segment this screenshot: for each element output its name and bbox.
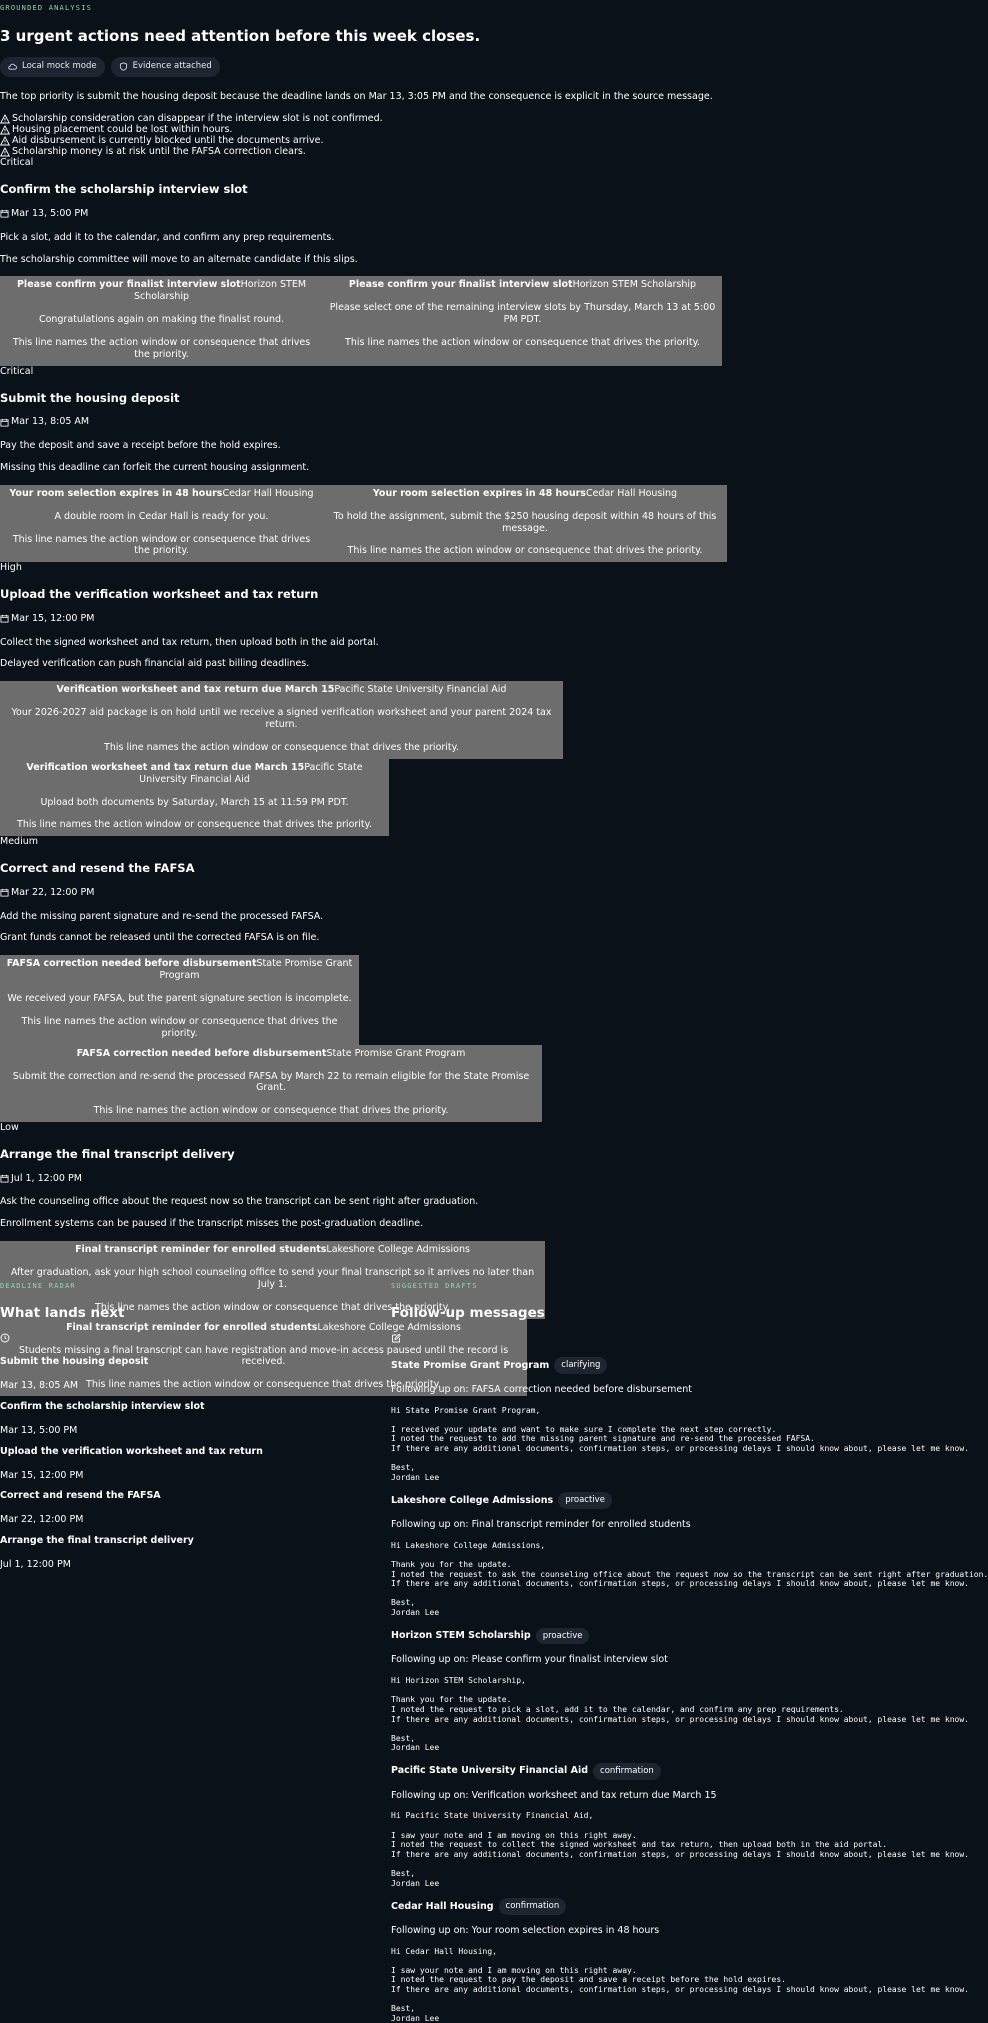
evidence-excerpt: After graduation, ask your high school counseling office to send your final transcript so it arrives no later than July 1. bbox=[10, 1267, 535, 1290]
evidence-subject: Verification worksheet and tax return due March 15 bbox=[56, 684, 335, 696]
radar-item-when: Mar 15, 12:00 PM bbox=[0, 1469, 84, 1481]
priority-label: Low bbox=[0, 1122, 19, 1134]
radar-item-label: Confirm the scholarship interview slot bbox=[0, 1400, 205, 1412]
shield-icon bbox=[119, 62, 128, 71]
draft-card[interactable] bbox=[391, 1357, 969, 1482]
evidence-note: This line names the action window or consequence that drives the priority. bbox=[347, 545, 703, 557]
evidence-card[interactable] bbox=[323, 276, 722, 365]
evidence-note: This line names the action window or consequence that drives the priority. bbox=[17, 819, 372, 831]
draft-recipient: Horizon STEM Scholarship bbox=[391, 1630, 531, 1641]
warning-icon bbox=[0, 147, 10, 157]
radar-item-when: Mar 13, 8:05 AM bbox=[0, 1380, 79, 1391]
action-risk: The scholarship committee will move to an alternate candidate if this slips. bbox=[0, 253, 358, 265]
evidence-subject: FAFSA correction needed before disbursement bbox=[6, 958, 257, 970]
draft-card[interactable] bbox=[391, 1763, 969, 1888]
calendar-icon bbox=[0, 888, 9, 897]
risk-alert-text: Scholarship money is at risk until the FAFSA correction clears. bbox=[12, 145, 306, 157]
draft-header bbox=[391, 1357, 775, 1374]
draft-header bbox=[391, 1898, 775, 1915]
draft-tone-badge: confirmation bbox=[499, 1898, 567, 1915]
evidence-note: This line names the action window or consequence that drives the priority. bbox=[86, 1379, 441, 1391]
evidence-excerpt: We received your FAFSA, but the parent signature section is incomplete. bbox=[7, 993, 352, 1004]
evidence-subject: Please confirm your finalist interview slot bbox=[348, 279, 573, 291]
evidence-note: This line names the action window or consequence that drives the priority. bbox=[12, 533, 311, 557]
priority-label: High bbox=[0, 562, 22, 574]
action-title: Submit the housing deposit bbox=[0, 390, 180, 405]
evidence-card[interactable] bbox=[0, 681, 563, 759]
radar-item[interactable] bbox=[0, 1356, 380, 1392]
draft-body[interactable]: Hi State Promise Grant Program, I received your update and want to make sure I complete the next step correctly. I noted the request to add the missing parent signature and re-send the processed FAFSA. If there are any additional documents, confirmation steps, or processing delays I should know about, please let me know. Best, Jordan Lee bbox=[391, 1405, 969, 1482]
evidence-card[interactable] bbox=[0, 759, 389, 837]
evidence-list bbox=[0, 485, 775, 563]
evidence-subject: Final transcript reminder for enrolled students bbox=[75, 1244, 327, 1256]
action-due-text: Mar 22, 12:00 PM bbox=[11, 886, 95, 898]
radar-title: What lands next bbox=[0, 1304, 125, 1321]
clock-icon bbox=[0, 1333, 10, 1343]
evidence-subject: FAFSA correction needed before disbursement bbox=[76, 1047, 327, 1059]
action-risk: Enrollment systems can be paused if the transcript misses the post-graduation deadline. bbox=[0, 1218, 424, 1230]
deadline-radar bbox=[0, 1282, 380, 1571]
action-risk: Missing this deadline can forfeit the current housing assignment. bbox=[0, 461, 310, 473]
local-mock-mode-label: Local mock mode bbox=[22, 61, 97, 72]
analysis-title: 3 urgent actions need attention before this week closes. bbox=[0, 26, 481, 45]
evidence-excerpt: Students missing a final transcript can have registration and move-in access paused until the record is received. bbox=[18, 1344, 509, 1368]
action-card bbox=[0, 157, 775, 365]
drafts-eyebrow: SUGGESTED DRAFTS bbox=[391, 1282, 478, 1290]
action-card bbox=[0, 366, 775, 563]
risk-alert bbox=[0, 124, 775, 135]
evidence-note: This line names the action window or consequence that drives the priority. bbox=[21, 1015, 338, 1039]
priority-label: Critical bbox=[0, 157, 34, 169]
radar-item[interactable] bbox=[0, 1401, 380, 1437]
evidence-subject: Verification worksheet and tax return due March 15 bbox=[26, 761, 305, 773]
local-mock-mode-chip[interactable] bbox=[0, 57, 105, 77]
risk-alert bbox=[0, 135, 775, 146]
action-due bbox=[0, 887, 775, 899]
analysis-header bbox=[0, 0, 775, 157]
draft-header bbox=[391, 1492, 775, 1509]
analysis-summary: The top priority is submit the housing deposit because the deadline lands on Mar 13, 3:05 PM and the consequence is explicit in the source message. bbox=[0, 90, 713, 102]
draft-subject: Following up on: FAFSA correction needed before disbursement bbox=[391, 1383, 692, 1395]
calendar-icon bbox=[0, 614, 9, 623]
radar-item[interactable] bbox=[0, 1535, 380, 1571]
draft-body[interactable]: Hi Cedar Hall Housing, I saw your note and I am moving on this right away. I noted the request to pay the deposit and save a receipt before the hold expires. If there are any additional documents, confirmation steps, or processing delays I should know about, please let me know. Best, Jordan Lee bbox=[391, 1946, 969, 2023]
cloud-icon bbox=[8, 62, 17, 71]
evidence-sender: State Promise Grant Program bbox=[326, 1047, 466, 1059]
evidence-card[interactable] bbox=[0, 485, 323, 563]
evidence-sender: Pacific State University Financial Aid bbox=[139, 761, 363, 785]
evidence-excerpt: Please select one of the remaining interview slots by Thursday, March 13 at 5:00 PM PDT. bbox=[329, 302, 716, 326]
risk-alert-text: Housing placement could be lost within hours. bbox=[12, 123, 233, 135]
evidence-excerpt: A double room in Cedar Hall is ready for you. bbox=[54, 510, 269, 522]
radar-item-when: Jul 1, 12:00 PM bbox=[0, 1559, 71, 1570]
draft-subject: Following up on: Please confirm your finalist interview slot bbox=[391, 1654, 668, 1666]
evidence-list bbox=[0, 681, 775, 836]
warning-icon bbox=[0, 136, 10, 146]
action-step: Collect the signed worksheet and tax return, then upload both in the aid portal. bbox=[0, 636, 379, 648]
draft-card[interactable] bbox=[391, 1898, 969, 2023]
draft-tone-badge: proactive bbox=[536, 1628, 590, 1645]
action-due-text: Mar 13, 8:05 AM bbox=[11, 416, 90, 428]
evidence-card[interactable] bbox=[0, 955, 359, 1044]
evidence-excerpt: To hold the assignment, submit the $250 housing deposit within 48 hours of this message. bbox=[333, 510, 717, 534]
draft-body[interactable]: Hi Pacific State University Financial Aid, I saw your note and I am moving on this right away. I noted the request to collect the signed worksheet and tax return, then upload both in the aid portal. If there are any additional documents, confirmation steps, or processing delays I should know about, please let me know. Best, Jordan Lee bbox=[391, 1811, 969, 1888]
evidence-excerpt: Your 2026-2027 aid package is on hold until we receive a signed verification worksheet and your parent 2024 tax return. bbox=[11, 707, 552, 730]
radar-item-label: Upload the verification worksheet and tax return bbox=[0, 1445, 263, 1457]
calendar-icon bbox=[0, 1174, 9, 1183]
analysis-eyebrow: GROUNDED ANALYSIS bbox=[0, 4, 93, 12]
action-title: Upload the verification worksheet and tax return bbox=[0, 587, 319, 602]
evidence-subject: Your room selection expires in 48 hours bbox=[372, 487, 586, 499]
risk-alert-text: Scholarship consideration can disappear if the interview slot is not confirmed. bbox=[12, 112, 383, 124]
action-card bbox=[0, 836, 775, 1122]
edit-icon bbox=[391, 1333, 401, 1343]
action-title: Arrange the final transcript delivery bbox=[0, 1147, 235, 1162]
action-due bbox=[0, 1173, 775, 1185]
risk-alerts bbox=[0, 113, 775, 157]
evidence-attached-label: Evidence attached bbox=[132, 61, 212, 72]
draft-recipient: Cedar Hall Housing bbox=[391, 1900, 494, 1912]
action-due-text: Mar 15, 12:00 PM bbox=[11, 612, 95, 624]
radar-item-when: Mar 13, 5:00 PM bbox=[0, 1424, 78, 1436]
risk-alert bbox=[0, 113, 775, 124]
evidence-sender: Lakeshore College Admissions bbox=[326, 1244, 470, 1256]
action-title: Correct and resend the FAFSA bbox=[0, 861, 195, 876]
draft-tone-badge: proactive bbox=[558, 1492, 612, 1509]
draft-tone-badge: confirmation bbox=[593, 1763, 661, 1780]
action-risk: Grant funds cannot be released until the corrected FAFSA is on file. bbox=[0, 932, 320, 944]
evidence-sender: Lakeshore College Admissions bbox=[317, 1321, 461, 1333]
action-step: Pay the deposit and save a receipt before the hold expires. bbox=[0, 440, 281, 451]
draft-body[interactable]: Hi Horizon STEM Scholarship, Thank you for the update. I noted the request to pick a slot, add it to the calendar, and confirm any prep requirements. If there are any additional documents, confirmation steps, or processing delays I should know about, please let me know. Best, Jordan Lee bbox=[391, 1676, 969, 1753]
evidence-sender: Horizon STEM Scholarship bbox=[572, 279, 697, 291]
draft-recipient: State Promise Grant Program bbox=[391, 1359, 550, 1371]
action-step: Pick a slot, add it to the calendar, and confirm any prep requirements. bbox=[0, 231, 335, 243]
action-due bbox=[0, 208, 775, 220]
calendar-icon bbox=[0, 418, 9, 427]
action-step: Ask the counseling office about the request now so the transcript can be sent right after graduation. bbox=[0, 1196, 479, 1208]
evidence-sender: Cedar Hall Housing bbox=[585, 487, 678, 499]
evidence-list bbox=[0, 276, 775, 365]
radar-item[interactable] bbox=[0, 1490, 380, 1526]
action-risk: Delayed verification can push financial aid past billing deadlines. bbox=[0, 658, 310, 670]
radar-item-when: Mar 22, 12:00 PM bbox=[0, 1514, 84, 1526]
evidence-note: This line names the action window or consequence that drives the priority. bbox=[93, 1105, 449, 1117]
calendar-icon bbox=[0, 209, 9, 218]
evidence-subject: Final transcript reminder for enrolled students bbox=[66, 1321, 318, 1333]
evidence-card[interactable] bbox=[323, 485, 727, 563]
evidence-excerpt: Congratulations again on making the finalist round. bbox=[38, 314, 285, 326]
draft-card[interactable] bbox=[391, 1628, 969, 1753]
radar-item-label: Submit the housing deposit bbox=[0, 1356, 149, 1368]
action-due bbox=[0, 613, 775, 625]
evidence-subject: Please confirm your finalist interview slot bbox=[16, 279, 241, 291]
evidence-subject: Your room selection expires in 48 hours bbox=[9, 487, 223, 499]
warning-icon bbox=[0, 114, 10, 124]
evidence-sender: Cedar Hall Housing bbox=[222, 487, 314, 499]
suggested-drafts bbox=[391, 1282, 988, 2023]
radar-item[interactable] bbox=[0, 1446, 380, 1482]
draft-subject: Following up on: Verification worksheet and tax return due March 15 bbox=[391, 1789, 717, 1801]
evidence-sender: Pacific State University Financial Aid bbox=[334, 684, 507, 696]
radar-item-label: Correct and resend the FAFSA bbox=[0, 1490, 161, 1502]
draft-subject: Following up on: Your room selection expires in 48 hours bbox=[391, 1924, 660, 1936]
warning-icon bbox=[0, 125, 10, 135]
action-title: Confirm the scholarship interview slot bbox=[0, 182, 248, 197]
draft-recipient: Lakeshore College Admissions bbox=[391, 1494, 554, 1506]
action-card bbox=[0, 562, 775, 836]
evidence-note: This line names the action window or consequence that drives the priority. bbox=[12, 337, 311, 360]
evidence-card[interactable] bbox=[0, 1045, 542, 1123]
draft-tone-badge: clarifying bbox=[554, 1357, 607, 1374]
evidence-sender: Horizon STEM Scholarship bbox=[133, 279, 307, 303]
action-step: Add the missing parent signature and re-send the processed FAFSA. bbox=[0, 910, 324, 922]
draft-header bbox=[391, 1763, 775, 1780]
draft-header bbox=[391, 1628, 775, 1645]
evidence-list bbox=[0, 955, 775, 1122]
draft-subject: Following up on: Final transcript reminder for enrolled students bbox=[391, 1519, 691, 1530]
action-due bbox=[0, 416, 775, 428]
draft-body[interactable]: Hi Lakeshore College Admissions, Thank you for the update. I noted the request to ask the counseling office about the request now so the transcript can be sent right after graduation. If there are any additional documents, confirmation steps, or processing delays I should know about, please let me know. Best, Jordan Lee bbox=[391, 1540, 988, 1618]
priority-label: Critical bbox=[0, 365, 34, 377]
action-due-text: Mar 13, 5:00 PM bbox=[11, 207, 89, 219]
evidence-excerpt: Submit the correction and re-send the processed FAFSA by March 22 to remain eligible for the State Promise Grant. bbox=[12, 1070, 530, 1094]
evidence-attached-chip[interactable] bbox=[111, 57, 220, 77]
evidence-excerpt: Upload both documents by Saturday, March 15 at 11:59 PM PDT. bbox=[40, 796, 349, 808]
evidence-card[interactable] bbox=[0, 276, 323, 365]
radar-item-label: Arrange the final transcript delivery bbox=[0, 1535, 194, 1547]
mode-chips bbox=[0, 57, 775, 77]
evidence-note: This line names the action window or consequence that drives the priority. bbox=[95, 1301, 450, 1313]
risk-alert-text: Aid disbursement is currently blocked until the documents arrive. bbox=[12, 134, 324, 146]
priority-label: Medium bbox=[0, 836, 38, 848]
evidence-sender: State Promise Grant Program bbox=[159, 958, 353, 982]
evidence-note: This line names the action window or consequence that drives the priority. bbox=[104, 741, 459, 753]
risk-alert bbox=[0, 146, 775, 157]
draft-card[interactable] bbox=[391, 1492, 988, 1618]
action-due-text: Jul 1, 12:00 PM bbox=[11, 1172, 82, 1184]
draft-recipient: Pacific State University Financial Aid bbox=[391, 1765, 589, 1777]
radar-eyebrow: DEADLINE RADAR bbox=[0, 1282, 76, 1290]
evidence-note: This line names the action window or consequence that drives the priority. bbox=[345, 337, 700, 348]
drafts-title: Follow-up messages bbox=[391, 1304, 545, 1321]
